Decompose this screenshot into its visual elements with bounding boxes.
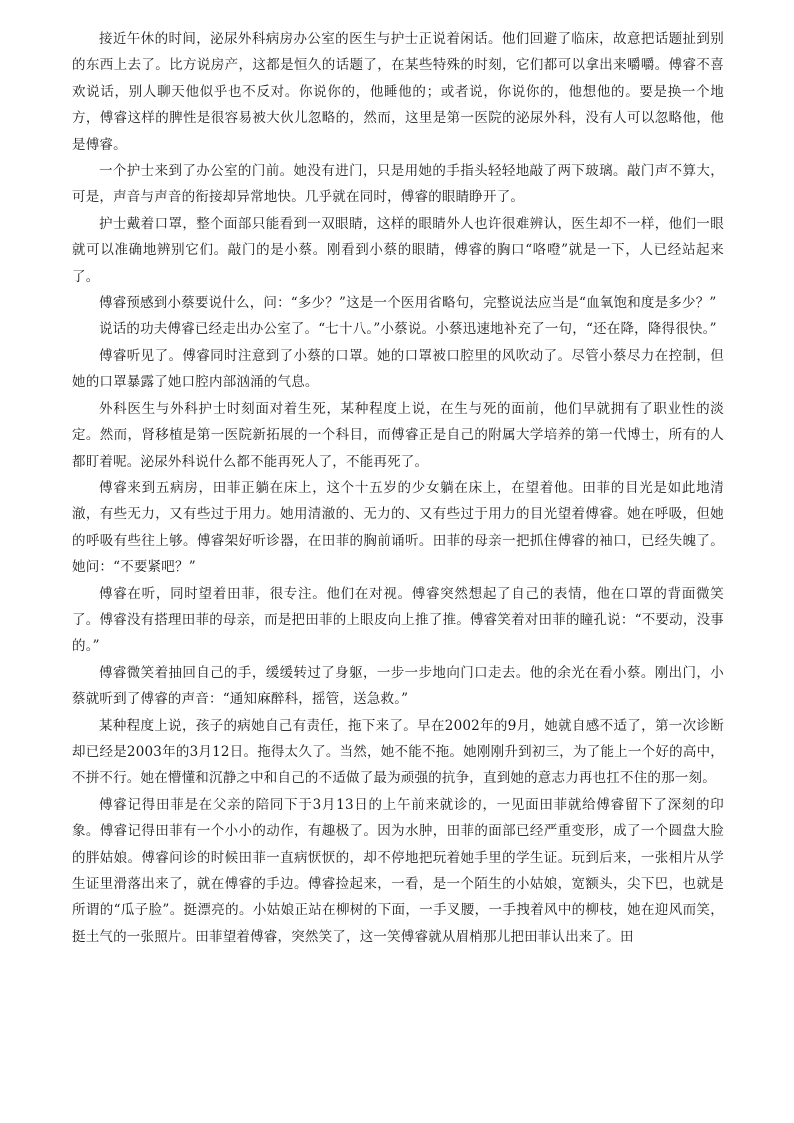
paragraph: 傅睿听见了。傅睿同时注意到了小蔡的口罩。她的口罩被口腔里的风吹动了。尽管小蔡尽力在控制，但她的口罩暴露了她口腔内部汹涌的气息。 xyxy=(72,347,724,391)
paragraph: 说话的功夫傅睿已经走出办公室了。“七十八。”小蔡说。小蔡迅速地补充了一句，“还在降，降得很快。” xyxy=(99,321,717,338)
paragraph: 外科医生与外科护士时刻面对着生死，某种程度上说，在生与死的面前，他们早就拥有了职业性的淡定。然而，肾移植是第一医院新拓展的一个科目，而傅睿正是自己的附属大学培养的第一代博士，所有的人都盯着呢。泌尿外科说什么都不能再死人了，不能再死了。 xyxy=(72,400,724,470)
document-body xyxy=(72,26,724,950)
paragraph: 护士戴着口罩，整个面部只能看到一双眼睛，这样的眼睛外人也许很难辨认，医生却不一样，他们一眼就可以准确地辨别它们。敲门的是小蔡。刚看到小蔡的眼睛，傅睿的胸口“咯噔”就是一下，人已经站起来了。 xyxy=(72,215,724,285)
paragraph: 傅睿来到五病房，田菲正躺在床上，这个十五岁的少女躺在床上，在望着他。田菲的目光是如此地清澈，有些无力，又有些过于用力。她用清澈的、无力的、又有些过于用力的目光望着傅睿。她在呼吸，但她的呼吸有些往上够。傅睿架好听诊器，在田菲的胸前诵听。田菲的母亲一把抓住傅睿的袖口，已经失魄了。她问：“不要紧吧？” xyxy=(72,479,724,576)
paragraph: 接近午休的时间，泌尿外科病房办公室的医生与护士正说着闲话。他们回避了临床，故意把话题扯到别的东西上去了。比方说房产，这都是恒久的话题了，在某些特殊的时刻，它们都可以拿出来嚼嚼。傅睿不喜欢说话，别人聊天他似乎也不反对。你说你的，他睡他的；或者说，你说你的，他想他的。要是换一个地方，傅睿这样的脾性是很容易被大伙儿忽略的，然而，这里是第一医院的泌尿外科，没有人可以忽略他，他是傅睿。 xyxy=(72,31,724,153)
paragraph: 傅睿记得田菲是在父亲的陪同下于3月13日的上午前来就诊的，一见面田菲就给傅睿留下了深刻的印象。傅睿记得田菲有一个小小的动作，有趣极了。因为水肿，田菲的面部已经严重变形，成了一个圆盘大脸的胖姑娘。傅睿问诊的时候田菲一直病恹恹的，却不停地把玩着她手里的学生证。玩到后来，一张相片从学生证里滑落出来了，就在傅睿的手边。傅睿捡起来，一看，是一个陌生的小姑娘，宽额头，尖下巴，也就是所谓的“瓜子脸”。挺漂亮的。小姑娘正站在柳树的下面，一手叉腰，一手拽着风中的柳枝，她在迎风而笑，挺土气的一张照片。田菲望着傅睿，突然笑了，这一笑傅睿就从眉梢那儿把田菲认出来了。田 xyxy=(72,796,724,945)
paragraph: 傅睿预感到小蔡要说什么，问：“多少？”这是一个医用省略句，完整说法应当是“血氧饱和度是多少？” xyxy=(99,295,717,312)
paragraph: 一个护士来到了办公室的门前。她没有进门，只是用她的手指头轻轻地敲了两下玻璃。敲门声不算大，可是，声音与声音的衔接却异常地快。几乎就在同时，傅睿的眼睛睁开了。 xyxy=(72,163,724,206)
paragraph: 傅睿微笑着抽回自己的手，缓缓转过了身躯，一步一步地向门口走去。他的余光在看小蔡。刚出门，小蔡就听到了傅睿的声音：“通知麻醉科，摇管，送急救。” xyxy=(72,664,724,708)
paragraph: 某种程度上说，孩子的病她自己有责任，拖下来了。早在2002年的9月，她就自感不适了，第一次诊断却已经是2003年的3月12日。拖得太久了。当然，她不能不拖。她刚刚升到初三，为了能上一个好的高中，不拼不行。她在懵懂和沉静之中和自己的不适做了最为顽强的抗争，直到她的意志力再也扛不住的那一刻。 xyxy=(72,717,724,787)
paragraph: 傅睿在听，同时望着田菲，很专注。他们在对视。傅睿突然想起了自己的表情，他在口罩的背面微笑了。傅睿没有搭理田菲的母亲，而是把田菲的上眼皮向上推了推。傅睿笑着对田菲的瞳孔说：“不要动，没事的。” xyxy=(72,585,725,655)
